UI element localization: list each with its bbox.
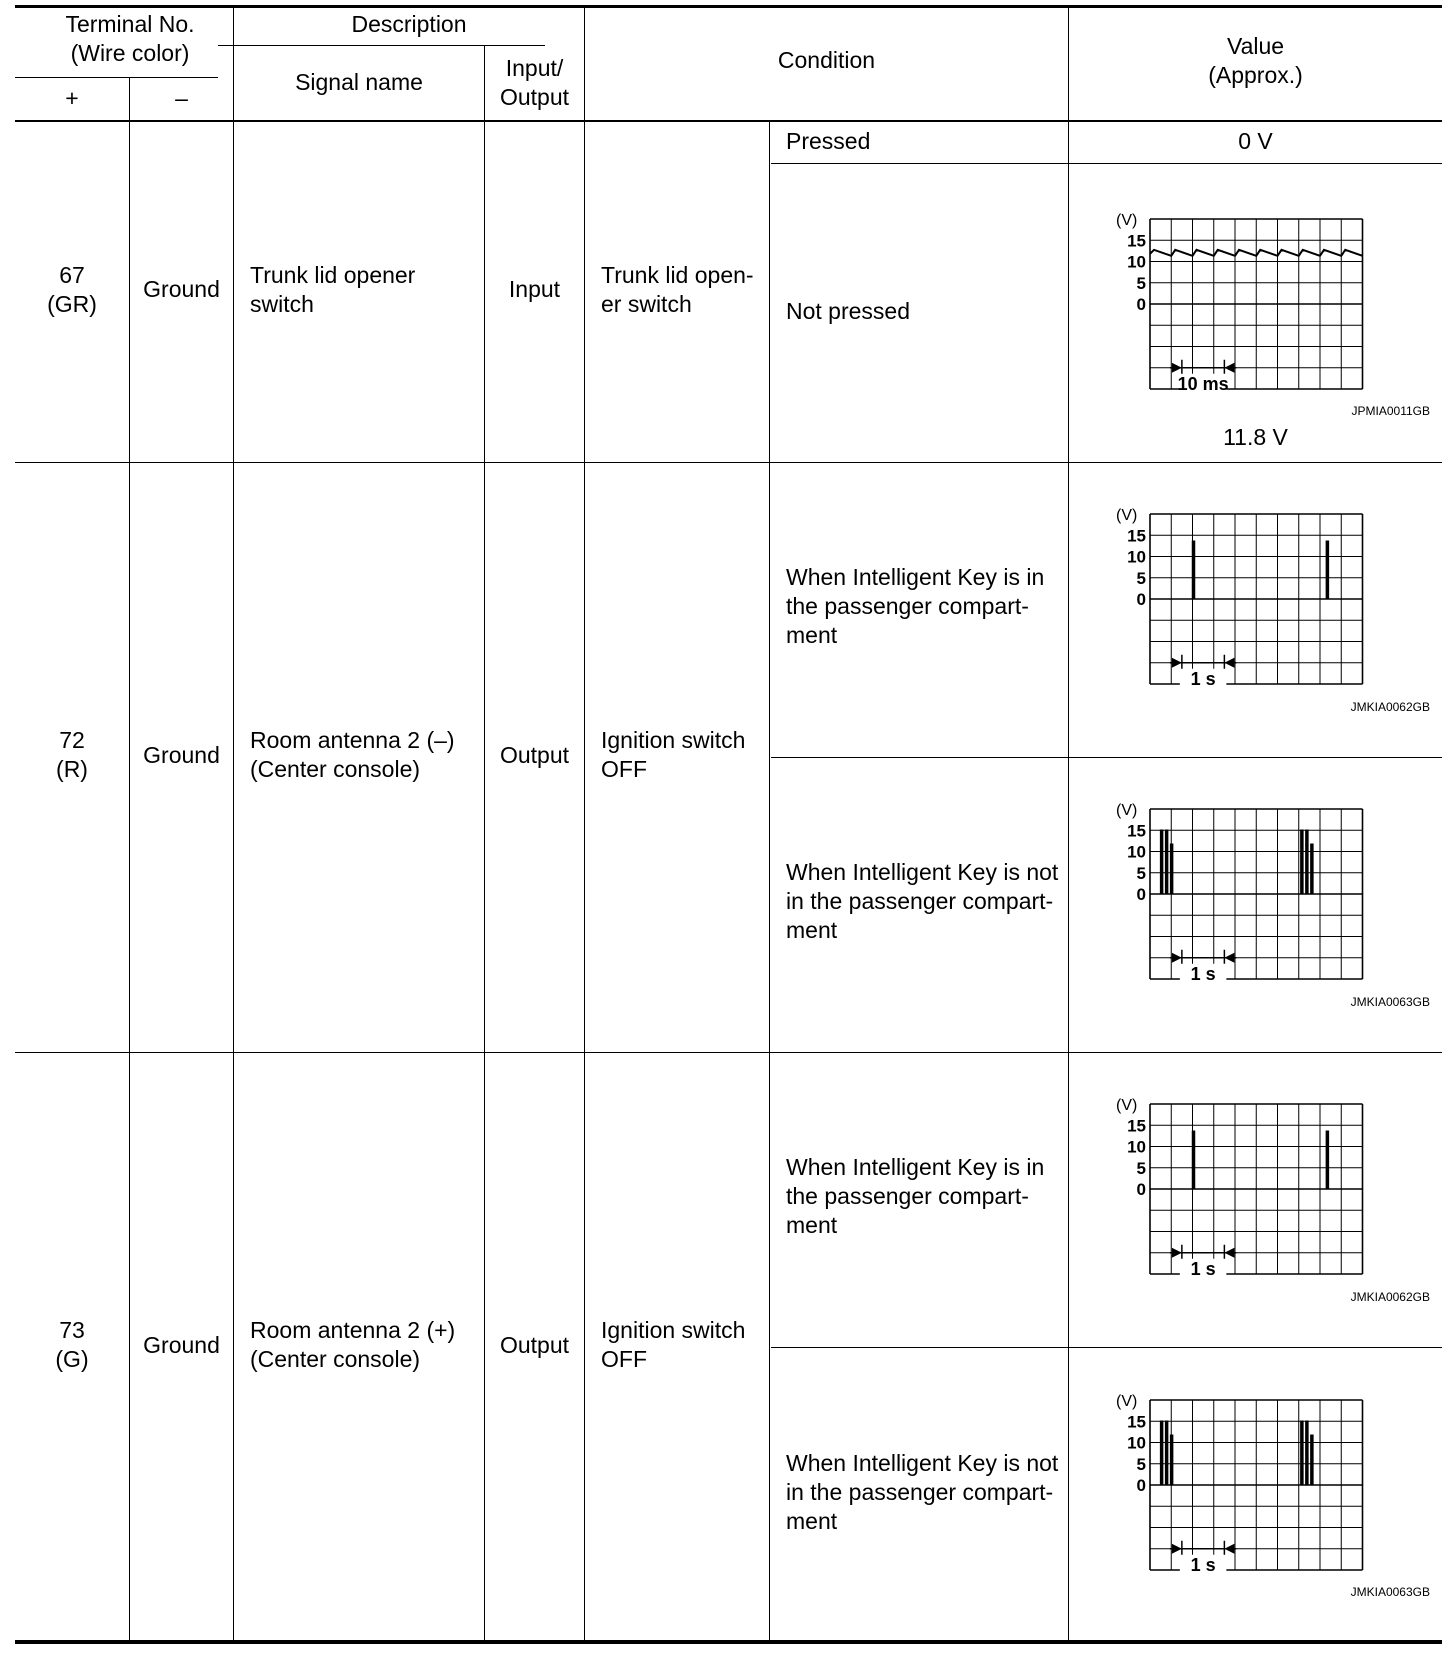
scope-pulse [1193, 1131, 1195, 1189]
scope-pulse [1306, 830, 1308, 894]
header-bottom-rule [15, 120, 1442, 122]
scope-time-label: 1 s [1190, 963, 1216, 984]
scope-pulse [1171, 1435, 1173, 1485]
input-output: Input [508, 276, 561, 302]
header-value: Value (Approx.) [1208, 33, 1303, 88]
scope-unit-label: (V) [1116, 212, 1138, 229]
scope-time-arrow [1224, 363, 1234, 373]
scope-tick-label: 10 [1127, 547, 1146, 567]
scope-svg [1110, 1092, 1430, 1342]
scope-time-arrow [1224, 1544, 1234, 1554]
scope-pulse [1306, 1421, 1308, 1485]
sub-row-rule [771, 757, 1442, 758]
signal-name: Room antenna 2 (–) (Center console) [250, 727, 455, 782]
sub-row-rule [771, 163, 1442, 164]
sub-condition: Not pressed [786, 298, 911, 324]
scope-tick-label: 0 [1136, 885, 1146, 904]
row-rule [15, 462, 1442, 463]
sub-row-rule [771, 1347, 1442, 1348]
terminal-minus: Ground [143, 1332, 220, 1358]
scope-time-arrow [1172, 1248, 1182, 1258]
condition: Trunk lid open- er switch [601, 262, 754, 317]
column-rule [584, 6, 585, 1641]
header-rule [15, 77, 218, 78]
header-plus: + [65, 85, 79, 111]
scope-tick-label: 5 [1136, 273, 1146, 293]
table-top-rule [15, 5, 1442, 8]
input-output: Output [499, 742, 570, 768]
header-rule [218, 45, 545, 46]
scope-time-label: 10 ms [1177, 373, 1229, 394]
scope-tick-label: 10 [1127, 1433, 1146, 1453]
scope-tick-label: 0 [1136, 1476, 1146, 1495]
scope-tick-label: 15 [1127, 231, 1146, 251]
scope-pulse [1301, 830, 1303, 894]
condition: Ignition switch OFF [601, 727, 746, 782]
value: 0 V [1238, 128, 1273, 154]
scope-time-label: 1 s [1190, 668, 1216, 689]
table-bottom-rule [15, 1640, 1442, 1644]
scope-unit-label: (V) [1116, 1097, 1138, 1114]
scope-svg [1110, 797, 1430, 1047]
sub-condition: Pressed [786, 128, 871, 154]
figure-code: JMKIA0063GB [1350, 1585, 1430, 1599]
scope-time-arrow [1172, 953, 1182, 963]
oscilloscope-waveform [1110, 502, 1430, 752]
scope-time-arrow [1224, 953, 1234, 963]
scope-pulse [1171, 844, 1173, 894]
column-rule [769, 121, 770, 1641]
value: 11.8 V [1223, 424, 1288, 450]
scope-pulse [1301, 1421, 1303, 1485]
scope-time-arrow [1172, 363, 1182, 373]
scope-time-arrow [1224, 1248, 1234, 1258]
terminal-minus: Ground [143, 276, 220, 302]
scope-pulse [1166, 830, 1168, 894]
scope-tick-label: 5 [1136, 1454, 1146, 1474]
scope-pulse [1311, 1435, 1313, 1485]
scope-unit-label: (V) [1116, 1393, 1138, 1410]
scope-pulse [1326, 541, 1328, 599]
scope-svg [1110, 502, 1430, 752]
scope-tick-label: 10 [1127, 842, 1146, 862]
input-output: Output [499, 1332, 570, 1358]
figure-code: JPMIA0011GB [1351, 404, 1430, 418]
condition: Ignition switch OFF [601, 1317, 746, 1372]
figure-code: JMKIA0062GB [1350, 1290, 1430, 1304]
terminal-plus: 72 (R) [56, 727, 88, 782]
column-rule [1068, 6, 1069, 1641]
header-input-output: Input/ Output [499, 55, 570, 110]
header-signal-name: Signal name [295, 69, 423, 95]
scope-pulse [1326, 1131, 1328, 1189]
header-terminal-no: Terminal No. (Wire color) [65, 11, 195, 66]
scope-unit-label: (V) [1116, 507, 1138, 524]
sub-condition: When Intelligent Key is in the passenger compart- ment [786, 564, 1045, 648]
scope-pulse [1161, 1421, 1163, 1485]
signal-name: Trunk lid opener switch [250, 262, 416, 317]
scope-time-arrow [1172, 658, 1182, 668]
scope-unit-label: (V) [1116, 802, 1138, 819]
scope-tick-label: 15 [1127, 526, 1146, 546]
signal-name: Room antenna 2 (+) (Center console) [250, 1317, 456, 1372]
terminal-minus: Ground [143, 742, 220, 768]
scope-tick-label: 5 [1136, 863, 1146, 883]
oscilloscope-waveform [1110, 797, 1430, 1047]
header-condition: Condition [777, 47, 876, 73]
figure-code: JMKIA0063GB [1350, 995, 1430, 1009]
oscilloscope-waveform [1110, 207, 1430, 457]
scope-tick-label: 0 [1136, 295, 1146, 314]
scope-time-label: 1 s [1190, 1258, 1216, 1279]
terminal-plus: 73 (G) [55, 1317, 89, 1372]
scope-tick-label: 0 [1136, 1180, 1146, 1199]
scope-time-arrow [1224, 658, 1234, 668]
oscilloscope-waveform [1110, 1092, 1430, 1342]
scope-svg [1110, 1388, 1430, 1638]
scope-tick-label: 15 [1127, 1412, 1146, 1432]
header-description: Description [351, 11, 467, 37]
sub-condition: When Intelligent Key is not in the passenger compart- ment [786, 1450, 1059, 1534]
scope-time-label: 1 s [1190, 1554, 1216, 1575]
scope-tick-label: 5 [1136, 1158, 1146, 1178]
scope-tick-label: 10 [1127, 252, 1146, 272]
header-minus: – [175, 85, 188, 111]
row-rule [15, 1052, 1442, 1053]
scope-pulse [1193, 541, 1195, 599]
figure-code: JMKIA0062GB [1350, 700, 1430, 714]
scope-tick-label: 10 [1127, 1137, 1146, 1157]
terminal-plus: 67 (GR) [47, 262, 97, 317]
scope-tick-label: 5 [1136, 568, 1146, 588]
column-rule [129, 77, 130, 1641]
scope-tick-label: 15 [1127, 1116, 1146, 1136]
scope-time-arrow [1172, 1544, 1182, 1554]
oscilloscope-waveform [1110, 1388, 1430, 1638]
sub-condition: When Intelligent Key is in the passenger compart- ment [786, 1154, 1045, 1238]
scope-tick-label: 15 [1127, 821, 1146, 841]
scope-pulse [1161, 830, 1163, 894]
scope-svg [1110, 207, 1430, 457]
scope-pulse [1166, 1421, 1168, 1485]
column-rule [233, 6, 234, 1641]
scope-pulse [1311, 844, 1313, 894]
sub-condition: When Intelligent Key is not in the passenger compart- ment [786, 859, 1059, 943]
scope-tick-label: 0 [1136, 590, 1146, 609]
